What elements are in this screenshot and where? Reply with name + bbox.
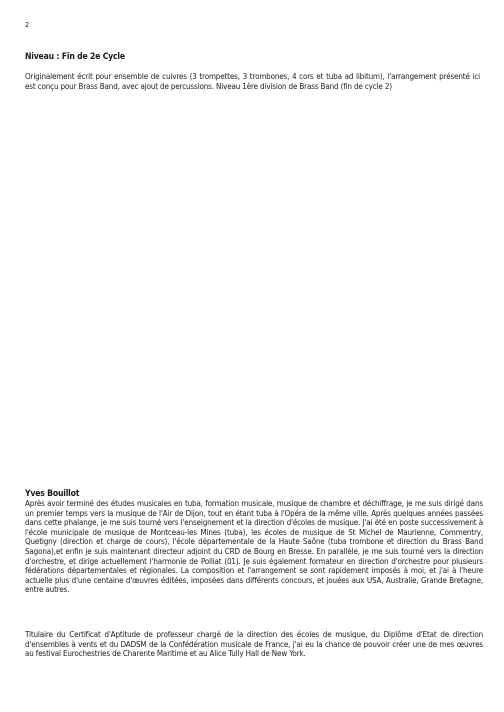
level-heading: Niveau : Fin de 2e Cycle	[25, 52, 125, 62]
biography-paragraph-2: Titulaire du Certificat d'Aptitude de professeur chargé de la direction des écoles de musique, du Diplôme d'Etat de direction d'ensembles à vents et du DADSM de la Confédération musicale de France, j'ai eu la chance de pouvoir créer une de mes œuvres au festival Eurochestries de Charente Maritime et au Alice Tully Hall de New York.	[25, 630, 483, 659]
biography-paragraph-1: Après avoir terminé des études musicales en tuba, formation musicale, musique de chambre et déchiffrage, je me suis dirigé dans un premier temps vers la musique de l'Air de Dijon, tout en étant tuba à l'Opéra de la même ville. Après quelques années passées dans cette phalange, je me suis tourné vers l'enseignement et la direction d'écoles de musique. J'ai été en poste successivement à l'école municipale de musique de Montceau-les Mines (tuba), les écoles de musique de St Michel de Maurienne, Commentry, Quetigny (direction et charge de cours), l'école départementale de la Haute Saône (tuba trombone et direction du Brass Band Sagona),et enfin je suis maintenant directeur adjoint du CRD de Bourg en Bresse. En parallèle, je me suis tourné vers la direction d'orchestre, et dirige actuellement l'harmonie de Polliat (01). Je suis également formateur en direction d'orchestre pour plusieurs fédérations départementales et régionales. La composition et l'arrangement se sont rapidement imposés à moi, et j'ai à l'heure actuelle plus d'une centaine d'œuvres éditées, imposées dans différents concours, et jouées aux USA, Australie, Grande Bretagne, entre autres.	[25, 499, 483, 595]
composer-name-heading: Yves Bouillot	[25, 489, 80, 499]
page-number: 2	[25, 21, 30, 29]
level-description: Originalement écrit pour ensemble de cuivres (3 trompettes, 3 trombones, 4 cors et tuba ad libitum), l'arrangement présenté ici est conçu pour Brass Band, avec ajout de percussions. Niveau 1ère division de Brass Band (fin de cycle 2)	[25, 72, 480, 91]
